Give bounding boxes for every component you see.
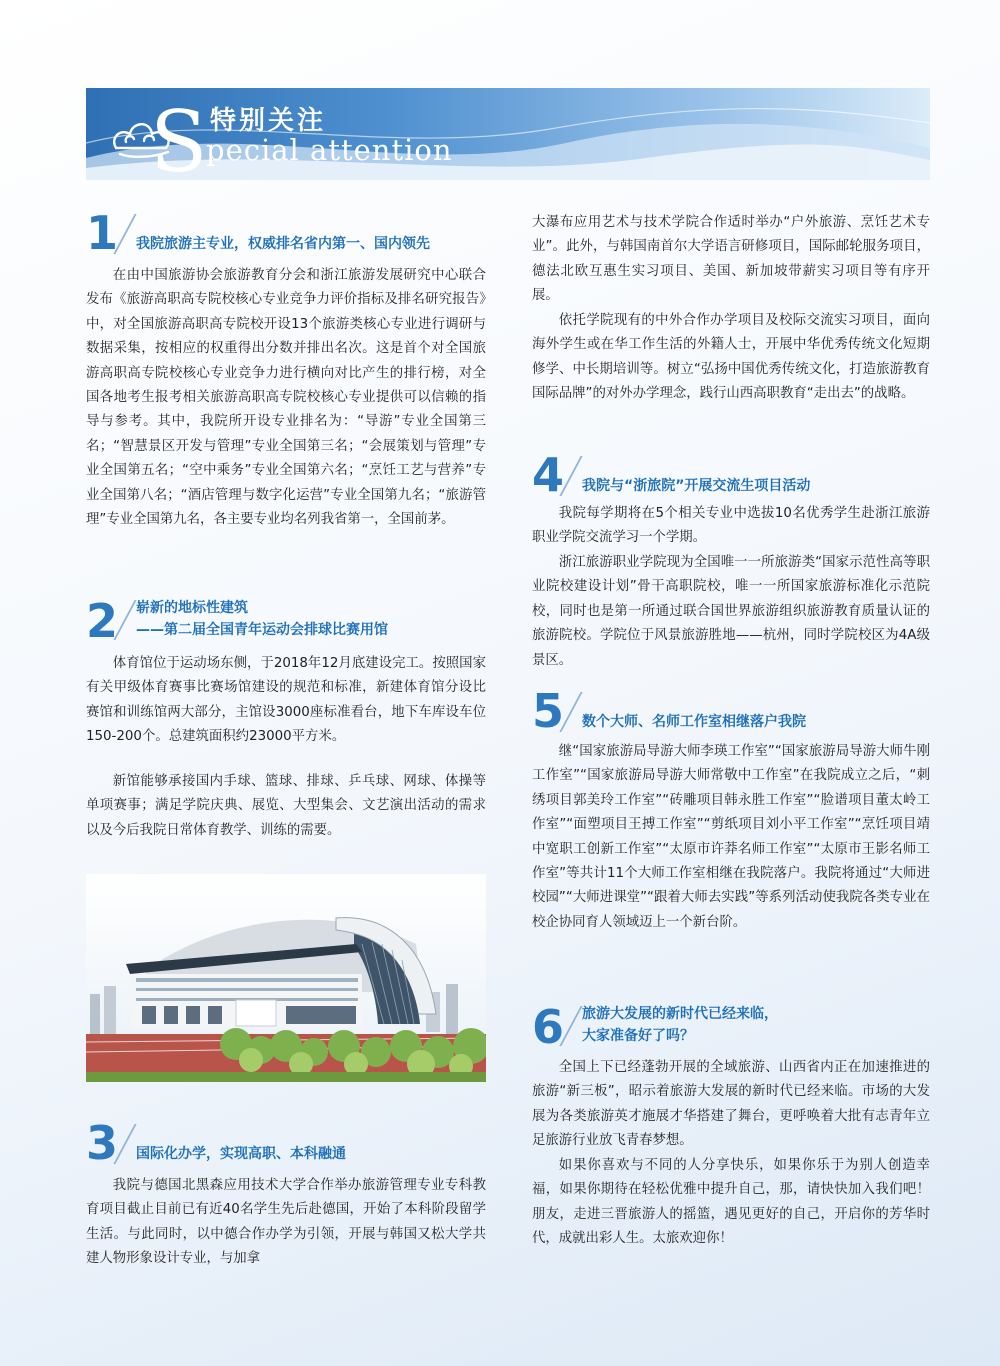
section-number: 5	[532, 684, 565, 738]
section-1-heading	[86, 206, 431, 260]
section-title-group	[582, 1004, 778, 1048]
section-3-paragraph: 依托学院现有的中外合作办学项目及校际交流实习项目，面向海外学生或在华工作生活的外籍人士，开展中华优秀传统文化短期修学、中长期培训等。树立“弘扬中国优秀传统文化，打造旅游教育国际品牌”的对外办学理念，践行山西高职教育“走出去”的战略。	[532, 313, 930, 402]
section-4-heading	[532, 448, 811, 502]
section-4-paragraph: 我院每学期将在5个相关专业中选拔10名优秀学生赴浙江旅游职业学院交流学习一个学期。	[532, 506, 930, 546]
section-3-paragraph-continued: 大瀑布应用艺术与技术学院合作适时举办“户外旅游、烹饪艺术专业”。此外，与韩国南首尔大学语言研修项目，国际邮轮服务项目，德法北欧互惠生实习项目、美国、新加坡带薪实习项目等有序开展。	[532, 215, 930, 304]
section-1-paragraph: 在由中国旅游协会旅游教育分会和浙江旅游发展研究中心联合发布《旅游高职高专院校核心专业竞争力评价指标及排名研究报告》中，对全国旅游高职高专院校开设13个旅游类核心专业进行调研与数据采集，按相应的权重得出分数并排出名次。这是首个对全国旅游高职高专院校核心专业竞争力进行横向对比产生的排行榜，对全国各地考生报考相关旅游高职高专院校核心专业提供可以信赖的指导与参考。其中，我院所开设专业排名为：“导游”专业全国第三名；“智慧景区开发与管理”专业全国第三名；“会展策划与管理”专业全国第五名；“空中乘务”专业全国第六名；“烹饪工艺与营养”专业全国第八名；“酒店管理与数字化运营”专业全国第九名；“旅游管理”专业全国第九名，各主要专业均名列我省第一，全国前茅。	[86, 268, 486, 528]
section-subtitle: 大家准备好了吗？	[582, 1028, 695, 1044]
section-title: 旅游大发展的新时代已经来临，	[582, 1006, 779, 1022]
section-number: 6	[532, 1000, 565, 1054]
section-title: 数个大师、名师工作室相继落户我院	[582, 714, 807, 730]
section-6-heading	[532, 1000, 779, 1054]
section-2-paragraph: 体育馆位于运动场东侧，于2018年12月底建设完工。按照国家有关甲级体育赛事比赛场馆建设的规范和标准，新建体育馆分设比赛馆和训练馆两大部分，主馆设3000座标准看台，地下车库设车位150-200个。总建筑面积约23000平方米。	[86, 656, 486, 745]
section-3-paragraph: 我院与德国北黑森应用技术大学合作举办旅游管理专业专科教育项目截止目前已有近40名学生先后赴德国，开始了本科阶段留学生活。与此同时，以中德合作办学为引领，开展与韩国又松大学共建人物形象设计专业，与加拿	[86, 1178, 486, 1267]
section-6-paragraph: 如果你喜欢与不同的人分享快乐，如果你乐于为别人创造幸福，如果你期待在轻松优雅中提升自己，那，请快快加入我们吧！朋友，走进三晋旅游人的摇篮，遇见更好的自己，开启你的芳华时代，成就出彩人生。太旅欢迎你！	[532, 1158, 930, 1247]
stadium-photo	[86, 874, 486, 1082]
section-number: 3	[86, 1116, 119, 1170]
section-5-heading	[532, 684, 807, 738]
header-big-letter: S	[150, 93, 208, 191]
page-subtitle-en: pecial attention	[206, 133, 453, 167]
page-title: 特别关注	[210, 106, 327, 136]
section-3-heading	[86, 1116, 347, 1170]
section-title: 崭新的地标性建筑	[136, 600, 249, 616]
section-number: 2	[86, 594, 119, 648]
section-title-group	[136, 598, 388, 642]
section-title: 国际化办学，实现高职、本科融通	[136, 1146, 347, 1162]
section-title: 我院与“浙旅院”开展交流生项目活动	[582, 478, 811, 494]
section-title: 我院旅游主专业，权威排名省内第一、国内领先	[136, 236, 431, 252]
section-4-paragraph: 浙江旅游职业学院现为全国唯一一所旅游类“国家示范性高等职业院校建设计划”骨干高职院校，唯一一所国家旅游标准化示范院校，同时也是第一所通过联合国世界旅游组织旅游教育质量认证的旅游院校。学院位于风景旅游胜地——杭州，同时学院校区为4A级景区。	[532, 555, 930, 668]
section-number: 4	[532, 448, 565, 502]
section-subtitle: ——第二届全国青年运动会排球比赛用馆	[136, 622, 389, 638]
section-5-paragraph: 继“国家旅游局导游大师李瑛工作室”“国家旅游局导游大师牛刚工作室”“国家旅游局导游大师常敬中工作室”在我院成立之后，“刺绣项目郭美玲工作室”“砖雕项目韩永胜工作室”“脸谱项目董太岭工作室”“面塑项目王搏工作室”“剪纸项目刘小平工作室”“烹饪项目靖中宽职工创新工作室”“太原市许莽名师工作室”“太原市王影名师工作室”等共计11个大师工作室相继在我院落户。我院将通过“大师进校园”“大师进课堂”“跟着大师去实践”等系列活动使我院各类专业在校企协同育人领域迈上一个新台阶。	[532, 744, 930, 930]
section-number: 1	[86, 206, 119, 260]
section-6-paragraph: 全国上下已经蓬勃开展的全域旅游、山西省内正在加速推进的旅游“新三板”，昭示着旅游大发展的新时代已经来临。市场的大发展为各类旅游英才施展才华搭建了舞台，更呼唤着大批有志青年立足旅游行业放飞青春梦想。	[532, 1060, 930, 1149]
section-2-paragraph: 新馆能够承接国内手球、篮球、排球、乒乓球、网球、体操等单项赛事；满足学院庆典、展览、大型集会、文艺演出活动的需求以及今后我院日常体育教学、训练的需要。	[86, 774, 486, 838]
section-2-heading	[86, 594, 389, 648]
